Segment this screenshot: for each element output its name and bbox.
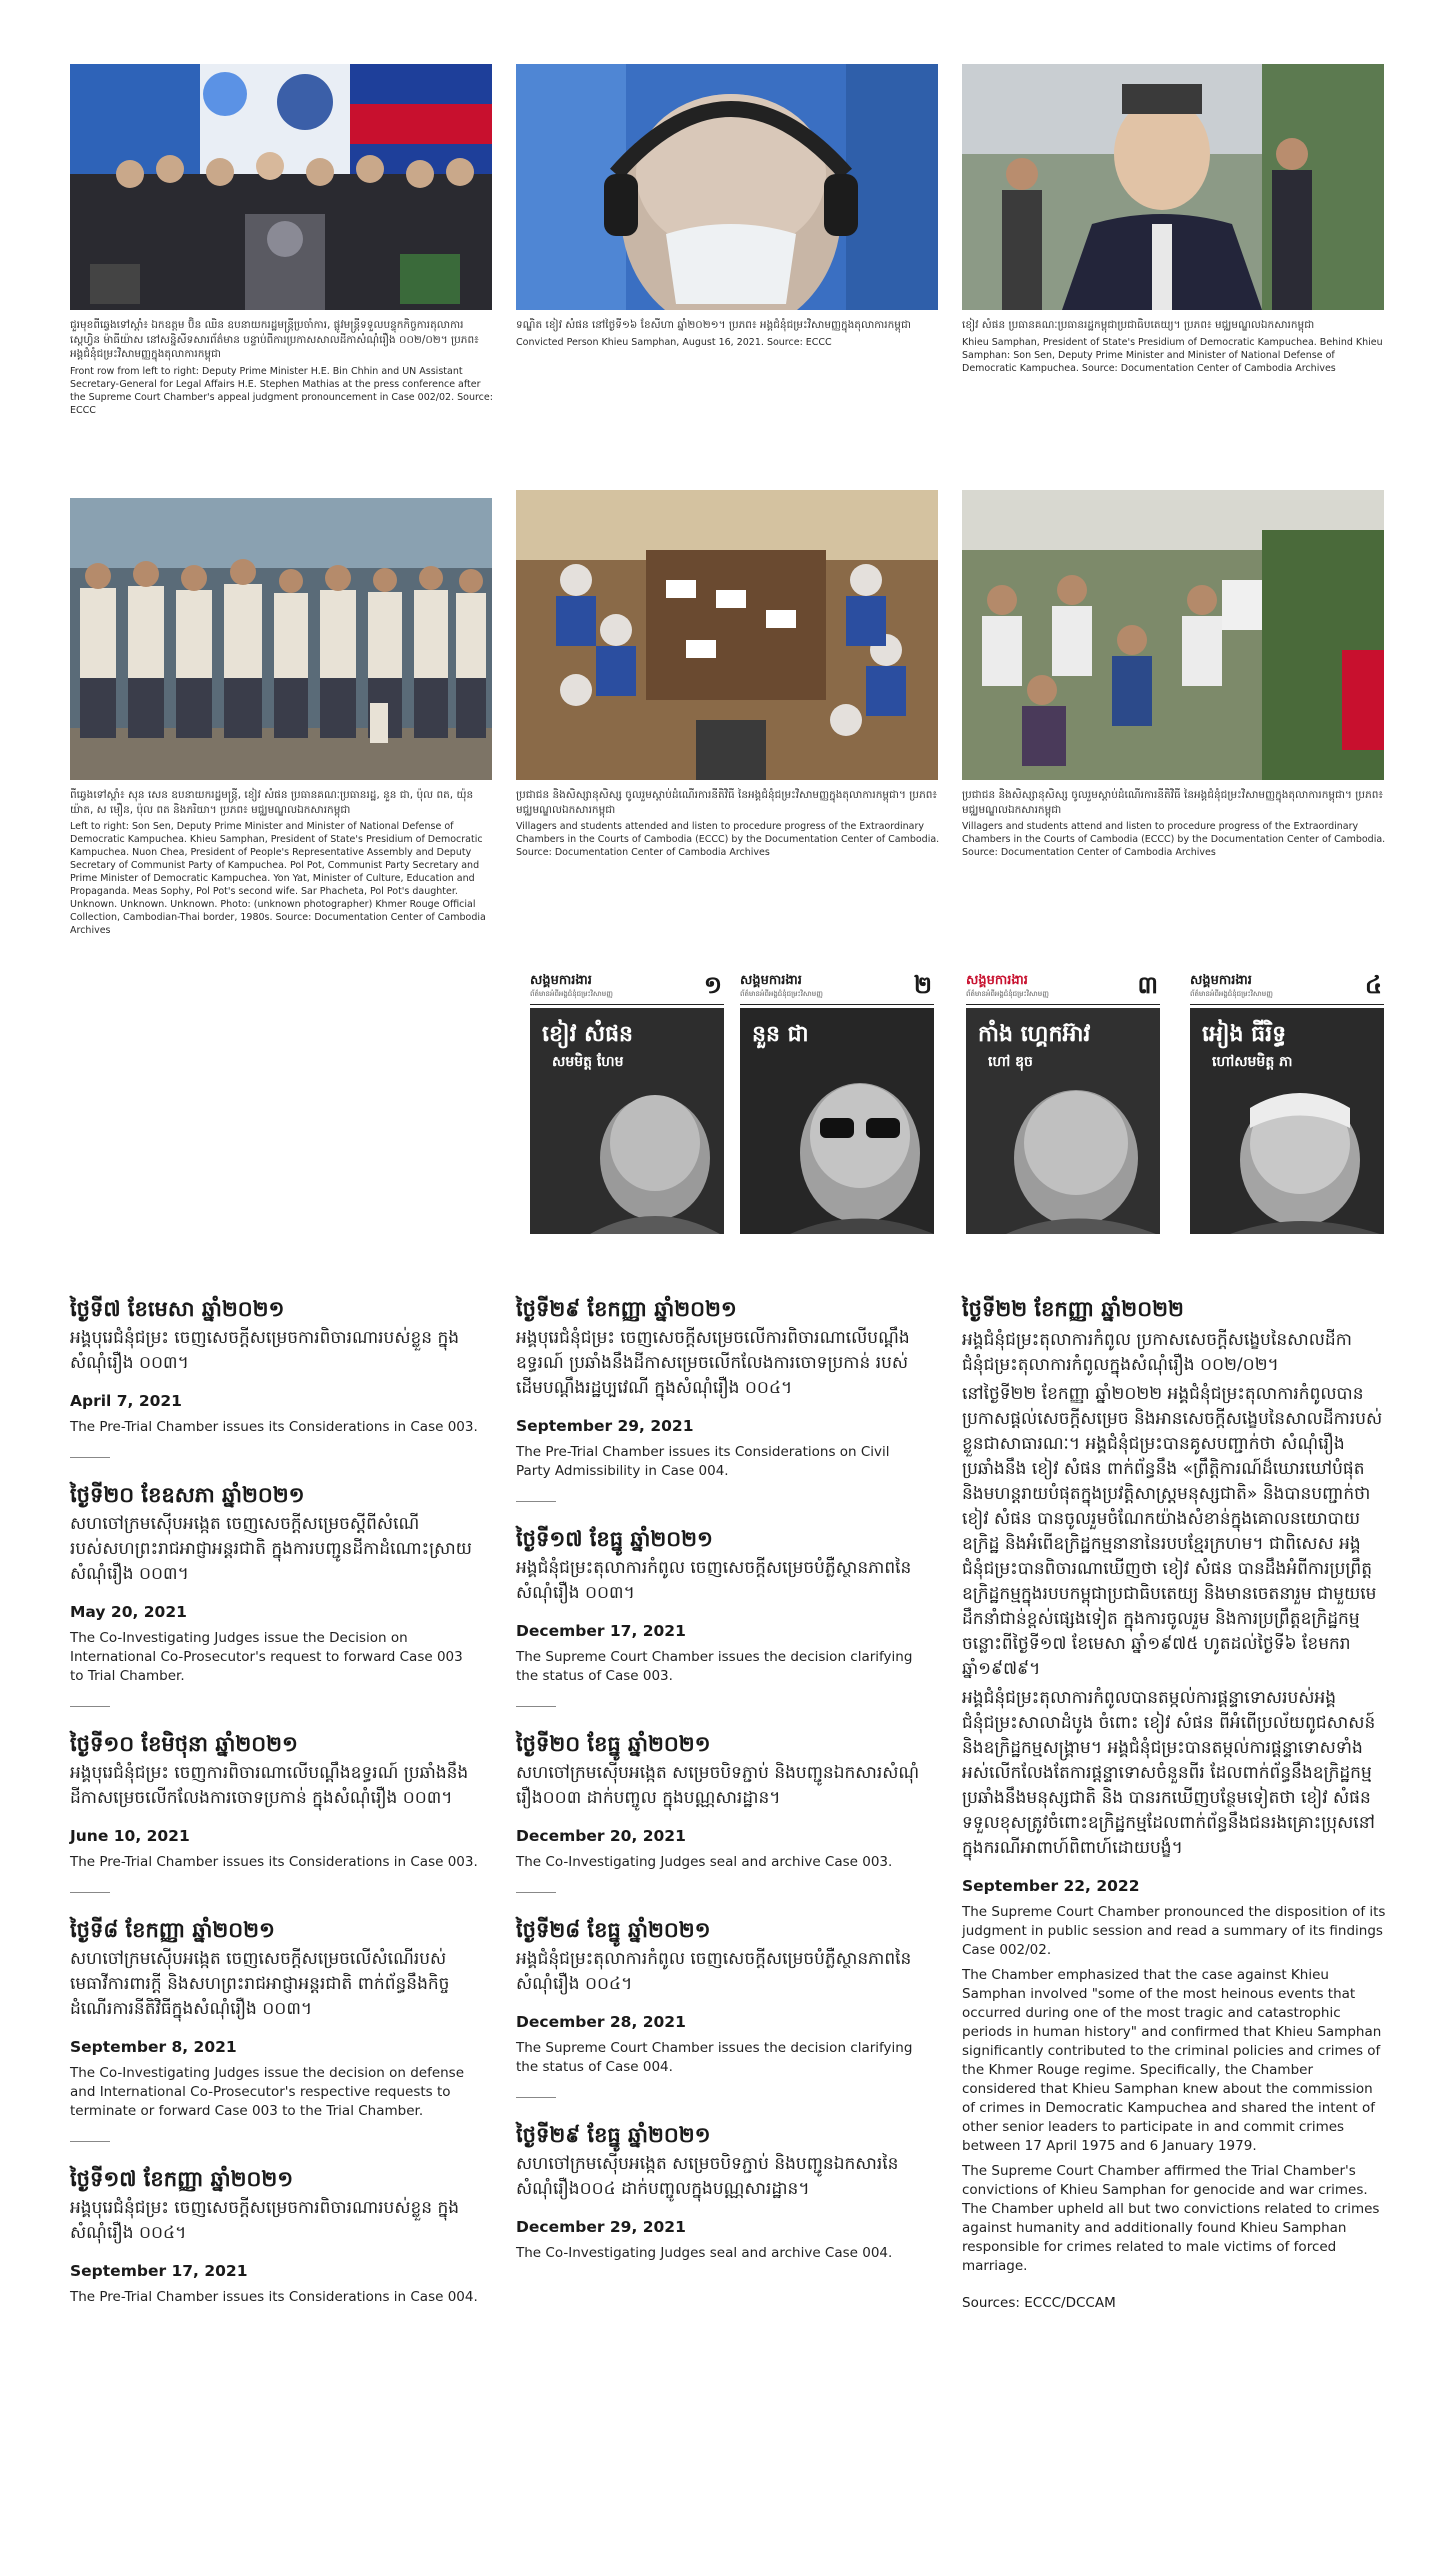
entry-text-english: The Co-Investigating Judges seal and archive Case 004. (516, 2245, 893, 2261)
magazine-name: កាំង ហ្គេកអ៊ាវ (978, 1022, 1091, 1047)
caption-english: Villagers and students attended and listen to procedure progress of the Extraordinary Chambers in the Courts of Cambodia (ECCC) by the Documentation Center of Cambodia. Source: Documentation Center of Cambodia Archives (516, 821, 940, 858)
entry-text-khmer: អង្គជំនុំជម្រះតុលាការកំពូល ចេញសេចក្តីសម្រេចបំភ្លឺស្ថានភាពនៃសំណុំរឿង ០០៣។ (516, 1558, 912, 1603)
magazine-name: អៀង ធីរិទ្ធ (1202, 1022, 1287, 1047)
magazine-cover (1190, 970, 1384, 1234)
timeline-column-1 (70, 1294, 480, 2307)
paragraph-english: The Supreme Court Chamber pronounced the disposition of its judgment in public session and read a summary of its findings Case 002/02. (962, 1904, 1386, 1958)
caption-khmer: ជួរមុខពីឆ្វេងទៅស្តាំ៖ ឯកឧត្តម ប៊ិន ឈិន ឧបនាយករដ្ឋមន្ត្រីប្រចាំការ, ផ្លូវមន្ត្រីទទួលបន្ទុកកិច្ចការតុលាការ ស្តេហ្វិន ម៉ាធីយ៉ាស នៅសន្និសីទសារព័ត៌មាន បន្ទាប់ពីការប្រកាសសាលដីកាសំណុំរឿង ០០២/០២។ ប្រភព៖ អង្គជំនុំជម្រះវិសាមញ្ញក្នុងតុលាការកម្ពុជា (70, 319, 479, 360)
villagers-table-image (516, 490, 938, 780)
entry-date-khmer: ថ្ងៃទី១០ ខែមិថុនា ឆ្នាំ២០២១ (70, 1732, 298, 1756)
separator (70, 2141, 110, 2142)
khieu-samphan-president-image (962, 64, 1384, 310)
magazine-brand: សង្គមការងារ (1190, 973, 1252, 988)
entry-date-english: May 20, 2021 (70, 1603, 187, 1621)
entry-date-english: June 10, 2021 (70, 1827, 190, 1845)
magazine-subtitle: ព័ត៌មានអំពីអង្គជំនុំជម្រះវិសាមញ្ញ (740, 990, 823, 998)
caption-english: Front row from left to right: Deputy Prime Minister H.E. Bin Chhin and UN Assistant Secretary-General for Legal Affairs H.E. Stephen Mathias at the press conference after the Supreme Court Chamber's appeal judgment pronouncement in Case 002/02. Source: ECCC (70, 365, 493, 416)
photo-khmer-rouge-group (70, 498, 492, 780)
entry-date-english: December 29, 2021 (516, 2218, 686, 2236)
paragraph-khmer: នៅថ្ងៃទី២២ ខែកញ្ញា ឆ្នាំ២០២២ អង្គជំនុំជម្រះតុលាការកំពូលបានប្រកាសផ្តល់សេចក្តីសម្រេច និងអានសេចក្តីសង្ខេបនៃសាលដីការបស់ខ្លួនជាសាធារណៈ។ អង្គជំនុំជម្រះបានគូសបញ្ជាក់ថា សំណុំរឿងប្រឆាំងនឹង ខៀវ សំផន ពាក់ព័ន្ធនឹង «ព្រឹត្តិការណ៍ដ៏ឃោរឃៅបំផុត និងមហន្តរាយបំផុតក្នុងប្រវត្តិសាស្ត្រមនុស្សជាតិ» និងបានបញ្ជាក់ថា ខៀវ សំផន បានចូលរួមចំណែកយ៉ាងសំខាន់ក្នុងគោលនយោបាយឧក្រិដ្ឋ និងអំពើឧក្រិដ្ឋកម្មនានានៃរបបខ្មែរក្រហម។ ជាពិសេស អង្គជំនុំជម្រះបានពិចារណាឃើញថា ខៀវ សំផន បានដឹងអំពីការប្រព្រឹត្តឧក្រិដ្ឋកម្មក្នុងរបបកម្ពុជាប្រជាធិបតេយ្យ និងមានចេតនារួម ជាមួយមេដឹកនាំជាន់ខ្ពស់ផ្សេងទៀត ក្នុងការចូលរួម និងការប្រព្រឹត្តឧក្រិដ្ឋកម្ម ចន្លោះពីថ្ងៃទី១៧ ខែមេសា ឆ្នាំ១៩៧៥ ហូតដល់ថ្ងៃទី៦ ខែមករា ឆ្នាំ១៩៧៩។ (962, 1384, 1383, 1679)
entry-text-english: The Co-Investigating Judges seal and archive Case 003. (516, 1854, 893, 1870)
caption-khmer: ខៀវ សំផន ប្រធានគណៈប្រធានរដ្ឋកម្ពុជាប្រជាធិបតេយ្យ។ ប្រភព៖ មជ្ឈមណ្ឌលឯកសារកម្ពុជា (962, 319, 1315, 331)
photo-villagers-outdoors (962, 490, 1384, 780)
entry-text-english: The Supreme Court Chamber issues the decision clarifying the status of Case 003. (516, 1649, 913, 1684)
entry-date-khmer: ថ្ងៃទី២២ ខែកញ្ញា ឆ្នាំ២០២២ (962, 1297, 1184, 1321)
photo-caption (516, 318, 940, 349)
sources: Sources: ECCC/DCCAM (962, 2295, 1116, 2311)
entry-date-english: September 17, 2021 (70, 2262, 248, 2280)
khmer-rouge-group-image (70, 498, 492, 780)
entry-text-khmer: អង្គបុរេជំនុំជម្រះ ចេញសេចក្តីសម្រេចការពិចារណារបស់ខ្លួន ក្នុងសំណុំរឿង ០០៣។ (70, 1328, 460, 1373)
magazine-cover-photo (740, 1008, 934, 1234)
entry-date-khmer: ថ្ងៃទី២០ ខែឧសភា ឆ្នាំ២០២១ (70, 1483, 305, 1507)
entry-date-khmer: ថ្ងៃទី២៩ ខែធ្នូ ឆ្នាំ២០២១ (516, 2123, 711, 2147)
separator (70, 1457, 110, 1458)
magazine-alias: ហៅសមមិត្ត ភា (1212, 1054, 1293, 1070)
entry-date-english: April 7, 2021 (70, 1392, 182, 1410)
magazine-cover (530, 970, 724, 1234)
caption-english: Khieu Samphan, President of State's Presidium of Democratic Kampuchea. Behind Khieu Samphan: Son Sen, Deputy Prime Minister and Minister of National Defense of Democratic Kampuchea. Source: Documentation Center of Cambodia Archives (962, 336, 1383, 374)
timeline-column-3 (962, 1294, 1386, 2327)
paragraph-english: The Chamber emphasized that the case against Khieu Samphan involved "some of the most heinous events that occurred during one of the most tragic and catastrophic periods in human history" and confirmed that Khieu Samphan significantly contributed to the criminal policies and crimes of the Khmer Rouge regime. Specifically, the Chamber considered that Khieu Samphan knew about the commission of crimes in Democratic Kampuchea and shared the intent of other senior leaders to participate in and commit crimes between 17 April 1975 and 6 January 1979. (962, 1967, 1382, 2154)
caption-english: Convicted Person Khieu Samphan, August 16, 2021. Source: ECCC (516, 336, 832, 348)
magazine-number: ៣ (1137, 971, 1158, 999)
magazine-subtitle: ព័ត៌មានអំពីអង្គជំនុំជម្រះវិសាមញ្ញ (530, 990, 613, 998)
paragraph-khmer: អង្គជំនុំជម្រះតុលាការកំពូល ប្រកាសសេចក្តីសង្ខេបនៃសាលដីកាជំនុំជម្រះតុលាការកំពូលក្នុងសំណុំរឿង ០០២/០២។ (962, 1330, 1352, 1375)
entry-date-khmer: ថ្ងៃទី២៨ ខែធ្នូ ឆ្នាំ២០២១ (516, 1918, 711, 1942)
caption-khmer: ពីឆ្វេងទៅស្តាំ៖ សុន សេន ឧបនាយករដ្ឋមន្ត្រី, ខៀវ សំផន ប្រធានគណៈប្រធានរដ្ឋ, នួន ជា, ប៉ុល ពត, យ៉ុន យ៉ាត, ស មឿន, ប៉ុល ពត និងភរិយា។ ប្រភព៖ មជ្ឈមណ្ឌលឯកសារកម្ពុជា (70, 789, 474, 816)
magazine-alias: សមមិត្ត ហែម (552, 1054, 624, 1070)
entry-text-khmer: សហចៅក្រមស៊ើបអង្កេត ចេញសេចក្តីសម្រេចស្តីពីសំណើរបស់សហព្រះរាជអាជ្ញាអន្តរជាតិ ក្នុងការបញ្ជូនដីកាដំណោះស្រាយសំណុំរឿង ០០៣។ (70, 1514, 472, 1584)
entry-text-english: The Pre-Trial Chamber issues its Considerations on Civil Party Admissibility in Case 004. (516, 1444, 890, 1479)
caption-english: Villagers and students attend and listen to procedure progress of the Extraordinary Chambers in the Courts of Cambodia (ECCC) by the Documentation Center of Cambodia. Source: Documentation Center of Cambodia Archives (962, 821, 1386, 858)
magazine-number: ២ (913, 971, 932, 999)
timeline-column-2 (516, 1294, 926, 2263)
entry-text-english: The Co-Investigating Judges issue the decision on defense and International Co-Prosecutor's respective requests to terminate or forward Case 003 to the Trial Chamber. (70, 2065, 465, 2119)
timeline-entry (70, 1480, 480, 1686)
entry-date-english: December 28, 2021 (516, 2013, 686, 2031)
separator (516, 1892, 556, 1893)
timeline-entry (516, 2120, 926, 2263)
photo-caption (70, 788, 494, 937)
magazine-header (1190, 970, 1384, 1005)
magazine-number: ១ (703, 971, 722, 999)
entry-text-khmer: សហចៅក្រមស៊ើបអង្កេត សម្រេចបិទភ្ជាប់ និងបញ្ជូនឯកសារសំណុំរឿង០០៣ ដាក់បញ្ចូល ក្នុងបណ្ណសារដ្ឋាន។ (516, 1763, 920, 1808)
caption-english: Left to right: Son Sen, Deputy Prime Minister and Minister of National Defense of Democratic Kampuchea. Khieu Samphan, President of State's Presidium of Democratic Kampuchea. Nuon Chea, President of People's Representative Assembly and Deputy Secretary of Communist Party of Kampuchea. Pol Pot, Communist Party Secretary and Prime Minister of Democratic Kampuchea. Yon Yat, Minister of Culture, Education and Propaganda. Meas Sophy, Pol Pot's second wife. Sar Phacheta, Pol Pot's daughter. Unknown. Unknown. Unknown. Photo: (unknown photographer) Khmer Rouge Official Collection, Cambodian-Thai border, 1980s. Source: Documentation Center of Cambodia Archives (70, 821, 486, 936)
timeline-entry (70, 1294, 480, 1437)
photo-caption (516, 788, 940, 859)
magazine-brand: សង្គមការងារ (966, 973, 1028, 988)
entry-date-english: September 8, 2021 (70, 2038, 237, 2056)
timeline-entry (516, 1524, 926, 1686)
separator (70, 1706, 110, 1707)
timeline-entry (70, 1729, 480, 1872)
entry-text-khmer: សហចៅក្រមស៊ើបអង្កេត ចេញសេចក្តីសម្រេចលើសំណើរបស់មេធាវីការពារក្តី និងសហព្រះរាជអាជ្ញាអន្តរជាតិ ពាក់ព័ន្ធនឹងកិច្ចដំណើរការនីតិវិធីក្នុងសំណុំរឿង ០០៣។ (70, 1949, 450, 2019)
timeline-entry (516, 1294, 926, 1481)
entry-text-khmer: អង្គបុរេជំនុំជម្រះ ចេញសេចក្តីសម្រេចការពិចារណារបស់ខ្លួន ក្នុងសំណុំរឿង ០០៤។ (70, 2198, 460, 2243)
photo-caption (962, 788, 1386, 859)
magazine-subtitle: ព័ត៌មានអំពីអង្គជំនុំជម្រះវិសាមញ្ញ (1190, 990, 1273, 998)
caption-khmer: ប្រជាជន និងសិស្សានុសិស្ស ចូលរួមស្តាប់ដំណើរការនីតិវិធី នៃអង្គជំនុំជម្រះវិសាមញ្ញក្នុងតុលាការកម្ពុជា។ ប្រភព៖ មជ្ឈមណ្ឌលឯកសារកម្ពុជា (962, 789, 1384, 816)
magazine-cover (966, 970, 1160, 1234)
photo-caption (70, 318, 494, 417)
separator (516, 1706, 556, 1707)
photo-khieu-samphan-president (962, 64, 1384, 310)
timeline-entry (516, 1729, 926, 1872)
photo-khieu-samphan-headphones (516, 64, 938, 310)
entry-date-english: December 20, 2021 (516, 1827, 686, 1845)
separator (516, 2097, 556, 2098)
entry-text-khmer: អង្គជំនុំជម្រះតុលាការកំពូល ចេញសេចក្តីសម្រេចបំភ្លឺស្ថានភាពនៃសំណុំរឿង ០០៤។ (516, 1949, 912, 1994)
entry-date-khmer: ថ្ងៃទី៨ ខែកញ្ញា ឆ្នាំ២០២១ (70, 1918, 275, 1942)
entry-date-english: September 22, 2022 (962, 1877, 1140, 1895)
photo-caption (962, 318, 1386, 375)
photo-press-conference (70, 64, 492, 310)
magazine-alias: ហៅ ឌុច (988, 1054, 1033, 1070)
entry-text-english: The Pre-Trial Chamber issues its Considerations in Case 004. (70, 2289, 478, 2305)
entry-text-english: The Co-Investigating Judges issue the Decision on International Co-Prosecutor's request to forward Case 003 to Trial Chamber. (70, 1630, 463, 1684)
entry-date-english: September 29, 2021 (516, 1417, 694, 1435)
khieu-samphan-headphones-image (516, 64, 938, 310)
entry-text-khmer: សហចៅក្រមស៊ើបអង្កេត សម្រេចបិទភ្ជាប់ និងបញ្ជូនឯកសារនៃសំណុំរឿង០០៤ ដាក់បញ្ចូលក្នុងបណ្ណសារដ្ឋាន។ (516, 2154, 899, 2199)
entry-text-english: The Pre-Trial Chamber issues its Considerations in Case 003. (70, 1854, 478, 1870)
entry-date-english: December 17, 2021 (516, 1622, 686, 1640)
magazine-name: នួន ជា (752, 1022, 809, 1047)
entry-date-khmer: ថ្ងៃទី២០ ខែធ្នូ ឆ្នាំ២០២១ (516, 1732, 711, 1756)
timeline-entry (70, 1915, 480, 2121)
entry-text-english: The Pre-Trial Chamber issues its Considerations in Case 003. (70, 1419, 478, 1435)
press-conference-image (70, 64, 492, 310)
magazine-cover-photo (530, 1008, 724, 1234)
entry-date-khmer: ថ្ងៃទី១៧ ខែធ្នូ ឆ្នាំ២០២១ (516, 1527, 713, 1551)
entry-date-khmer: ថ្ងៃទី១៧ ខែកញ្ញា ឆ្នាំ២០២១ (70, 2167, 294, 2191)
timeline-entry (70, 2164, 480, 2307)
entry-text-khmer: អង្គបុរេជំនុំជម្រះ ចេញការពិចារណាលើបណ្តឹងឧទ្ធរណ៍ ប្រឆាំងនឹងដីកាសម្រេចលើកលែងការចោទប្រកាន់ ក្នុងសំណុំរឿង ០០៣។ (70, 1763, 469, 1808)
magazine-number: ៤ (1365, 971, 1382, 999)
photo-villagers-table (516, 490, 938, 780)
caption-khmer: ទណ្ឌិត ខៀវ សំផន នៅថ្ងៃទី១៦ ខែសីហា ឆ្នាំ២០២១។ ប្រភព៖ អង្គជំនុំជម្រះវិសាមញ្ញក្នុងតុលាការកម្ពុជា (516, 319, 911, 331)
villagers-outdoors-image (962, 490, 1384, 780)
entry-text-english: The Supreme Court Chamber issues the decision clarifying the status of Case 004. (516, 2040, 913, 2075)
magazine-subtitle: ព័ត៌មានអំពីអង្គជំនុំជម្រះវិសាមញ្ញ (966, 990, 1049, 998)
entry-date-khmer: ថ្ងៃទី៧ ខែមេសា ឆ្នាំ២០២១ (70, 1297, 285, 1321)
separator (70, 1892, 110, 1893)
magazine-header (966, 970, 1160, 1005)
timeline-entry (516, 1915, 926, 2077)
magazine-brand: សង្គមការងារ (530, 973, 592, 988)
magazine-header (740, 970, 934, 1005)
entry-text-khmer: អង្គបុរេជំនុំជម្រះ ចេញសេចក្តីសម្រេចលើការពិចារណាលើបណ្តឹងឧទ្ធរណ៍ ប្រឆាំងនឹងដីកាសម្រេចលើកលែងការចោទប្រកាន់ របស់ដើមបណ្តឹងរដ្ឋប្បវេណី ក្នុងសំណុំរឿង ០០៤។ (516, 1328, 910, 1398)
entry-date-khmer: ថ្ងៃទី២៩ ខែកញ្ញា ឆ្នាំ២០២១ (516, 1297, 737, 1321)
paragraph-english: The Supreme Court Chamber affirmed the Trial Chamber's convictions of Khieu Samphan for genocide and war crimes. The Chamber upheld all but two convictions related to crimes against humanity and additionally found Khieu Samphan responsible for crimes related to male victims of forced marriage. (962, 2163, 1380, 2274)
magazine-cover-photo (966, 1008, 1160, 1234)
paragraph-khmer: អង្គជំនុំជម្រះតុលាការកំពូលបានតម្កល់ការផ្តន្ទាទោសរបស់អង្គជំនុំជម្រះសាលាដំបូង ចំពោះ ខៀវ សំផន ពីអំពើប្រល័យពូជសាសន៍ និងឧក្រិដ្ឋកម្មសង្គ្រាម។ អង្គជំនុំជម្រះបានតម្កល់ការផ្តន្ទាទោសទាំងអស់លើកលែងតែការផ្តន្ទាទោសចំនួនពីរ ដែលពាក់ព័ន្ធនឹងឧក្រិដ្ឋកម្មប្រឆាំងនឹងមនុស្សជាតិ និង បានរកឃើញបន្ថែមទៀតថា ខៀវ សំផន ទទួលខុសត្រូវចំពោះឧក្រិដ្ឋកម្មដែលពាក់ព័ន្ធនឹងជនរងគ្រោះប្រុសនៅក្នុងករណីអាពាហ៍ពិពាហ៍ដោយបង្ខំ។ (962, 1688, 1376, 1858)
magazine-name: ខៀវ សំផន (542, 1022, 634, 1047)
magazine-cover-photo (1190, 1008, 1384, 1234)
separator (516, 1501, 556, 1502)
caption-khmer: ប្រជាជន និងសិស្សានុសិស្ស ចូលរួមស្តាប់ដំណើរការនីតិវិធី នៃអង្គជំនុំជម្រះវិសាមញ្ញក្នុងតុលាការកម្ពុជា។ ប្រភព៖ មជ្ឈមណ្ឌលឯកសារកម្ពុជា (516, 789, 938, 816)
magazine-brand: សង្គមការងារ (740, 973, 802, 988)
magazine-cover (740, 970, 934, 1234)
magazine-header (530, 970, 724, 1005)
